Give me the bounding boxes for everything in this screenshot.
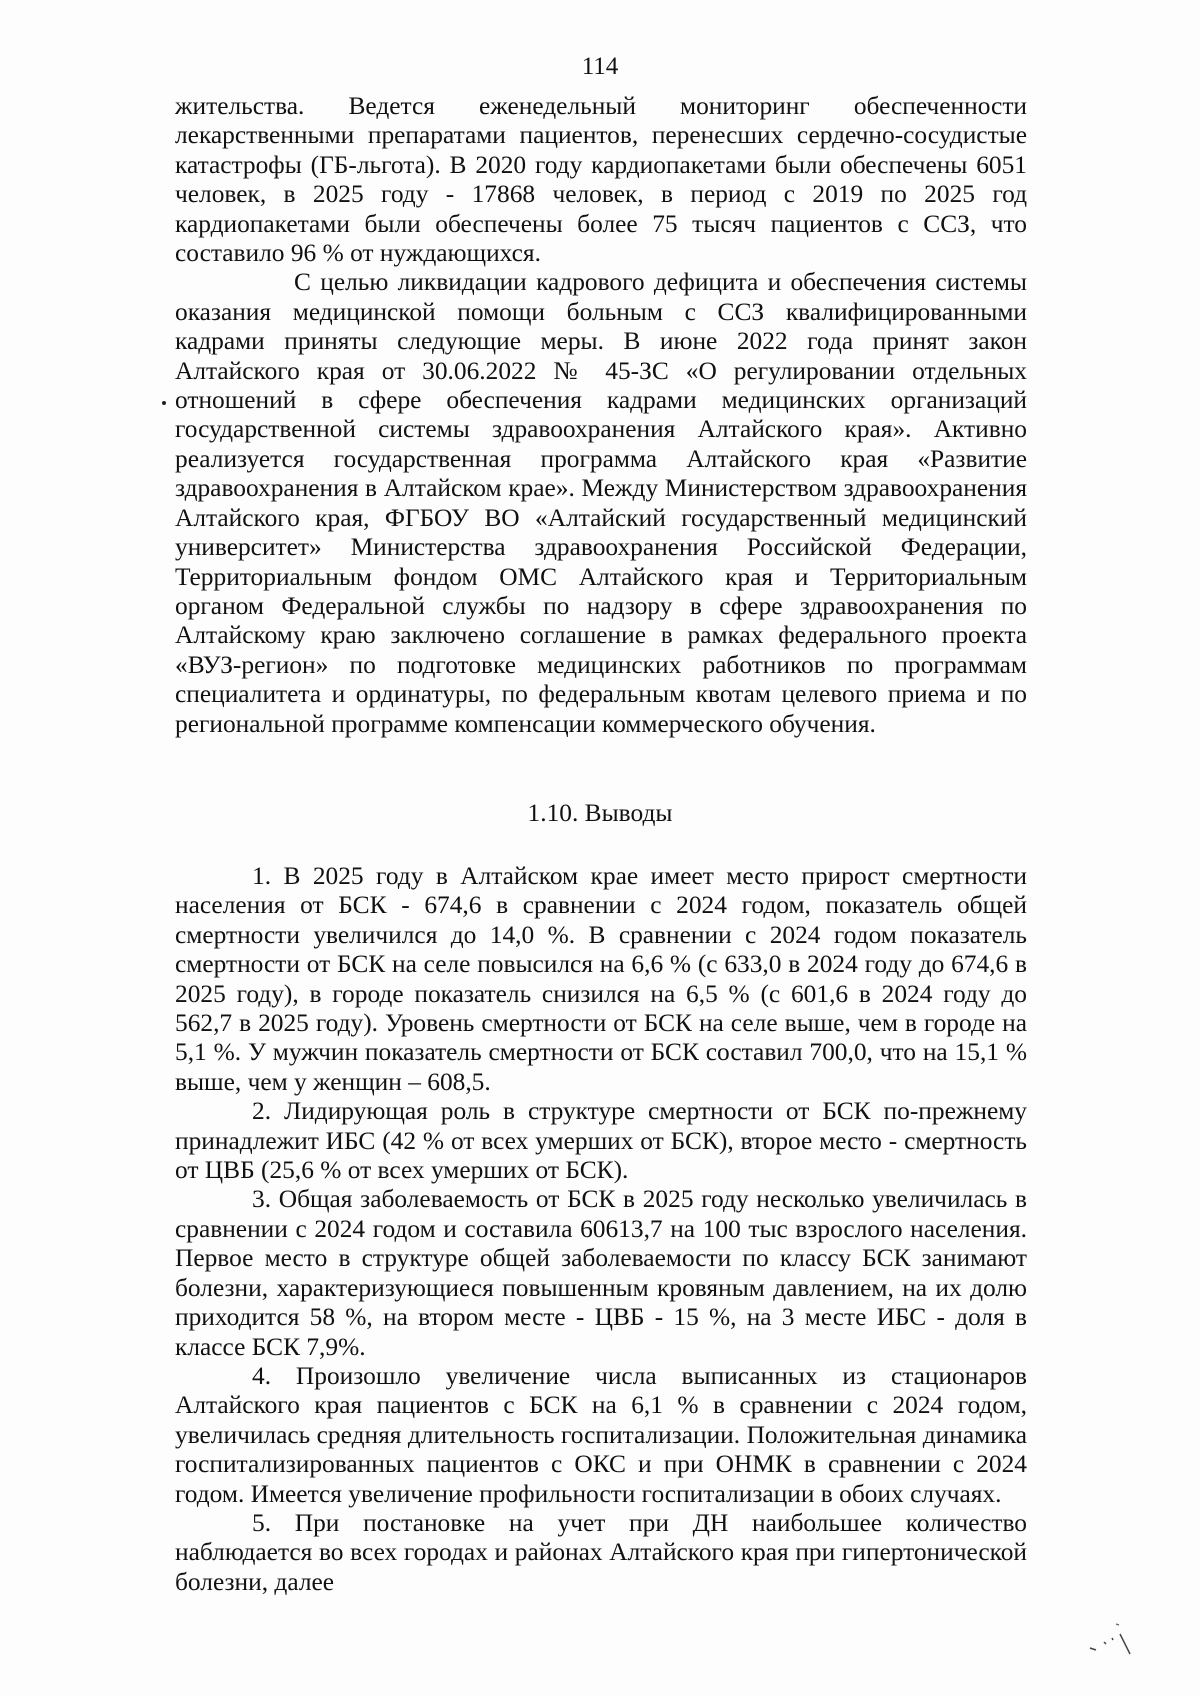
conclusion-item-3: 3. Общая заболеваемость от БСК в 2025 году несколько увеличилась в сравнении с 2024 годом и составила 60613,7 на 100 тыс взрослого населения. Первое место в структуре общей заболеваемости по классу БСК занимают болезни, характеризующиеся повышенным кровяным давлением, на их долю приходится 58 %, на втором месте - ЦВБ - 15 %, на 3 месте ИБС - доля в классе БСК 7,9%. xyxy=(175,1185,1027,1361)
margin-dot xyxy=(162,401,166,405)
conclusion-item-4: 4. Произошло увеличение числа выписанных из стационаров Алтайского края пациентов с БСК на 6,1 % в сравнении с 2024 годом, увеличилась средняя длительность госпитализации. Положительная динамика госпитализированных пациентов с ОКС и при ОНМК в сравнении с 2024 годом. Имеется увеличение профильности госпитализации в обоих случаях. xyxy=(175,1361,1027,1508)
paragraph-continuation: жительства. Ведется еженедельный мониторинг обеспеченности лекарственными препаратами пациентов, перенесших сердечно-сосудистые катастрофы (ГБ-льгота). В 2020 году кардиопакетами были обеспечены 6051 человек, в 2025 году - 17868 человек, в период с 2019 по 2025 год кардиопакетами были обеспечены более 75 тысяч пациентов с ССЗ, что составило 96 % от нуждающихся. xyxy=(175,92,1027,268)
section-heading: 1.10. Выводы xyxy=(527,799,673,827)
body-text xyxy=(175,92,1027,739)
conclusion-item-1: 1. В 2025 году в Алтайском крае имеет место прирост смертности населения от БСК - 674,6 в сравнении с 2024 годом, показатель общей смертности увеличился до 14,0 %. В сравнении с 2024 годом показатель смертности от БСК на селе повысился на 6,6 % (с 633,0 в 2024 году до 674,6 в 2025 году), в городе показатель снизился на 6,5 % (с 601,6 в 2024 году до 562,7 в 2025 году). Уровень смертности от БСК на селе выше, чем в городе на 5,1 %. У мужчин показатель смертности от БСК составил 700,0, что на 15,1 % выше, чем у женщин – 608,5. xyxy=(175,862,1027,1096)
page-number: 114 xyxy=(581,53,619,80)
conclusions-list xyxy=(175,862,1027,1597)
conclusion-item-5: 5. При постановке на учет при ДН наибольшее количество наблюдается во всех городах и районах Алтайского края при гипертонической болезни, далее xyxy=(175,1508,1027,1596)
paragraph-staffing: С целью ликвидации кадрового дефицита и обеспечения системы оказания медицинской помощи больным с ССЗ квалифицированными кадрами приняты следующие меры. В июне 2022 года принят закон Алтайского края от 30.06.2022 № 45-ЗС «О регулировании отдельных отношений в сфере обеспечения кадрами медицинских организаций государственной системы здравоохранения Алтайского края». Активно реализуется государственная программа Алтайского края «Развитие здравоохранения в Алтайском крае». Между Министерством здравоохранения Алтайского края, ФГБОУ ВО «Алтайский государственный медицинский университет» Министерства здравоохранения Российской Федерации, Территориальным фондом ОМС Алтайского края и Территориальным органом Федеральной службы по надзору в сфере здравоохранения по Алтайскому краю заключено соглашение в рамках федерального проекта «ВУЗ-регион» по подготовке медицинских работников по программам специалитета и ординатуры, по федеральным квотам целевого приема и по региональной программе компенсации коммерческого обучения. xyxy=(175,268,1027,738)
conclusion-item-2: 2. Лидирующая роль в структуре смертности от БСК по-прежнему принадлежит ИБС (42 % от всех умерших от БСК), второе место - смертность от ЦВБ (25,6 % от всех умерших от БСК). xyxy=(175,1097,1027,1185)
scan-marks-decoration xyxy=(1086,1620,1156,1660)
